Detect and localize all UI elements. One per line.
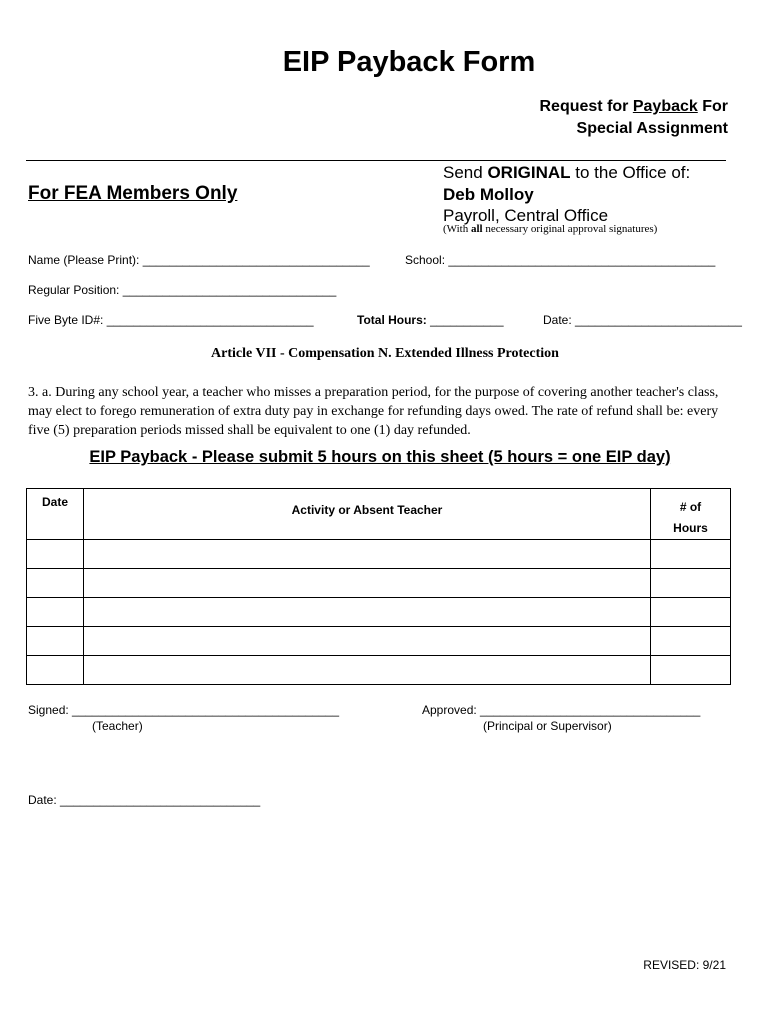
divider-line [26,160,726,161]
hours-cell[interactable] [651,569,731,598]
activity-cell[interactable] [84,540,651,569]
regular-position-field[interactable]: Regular Position: ________________________________ [28,283,337,297]
table-row [27,627,731,656]
header-date [27,489,84,540]
send-recipient-name: Deb Molloy [443,185,534,204]
request-line-2: Special Assignment [576,120,728,137]
header-hours [651,489,731,540]
header-hours-label: # of Hours [673,500,708,535]
send-suffix: to the Office of: [570,163,691,182]
date-cell[interactable] [27,656,84,685]
header-date-label: Date [41,495,68,509]
table-heading: EIP Payback - Please submit 5 hours on this sheet (5 hours = one EIP day) [89,448,671,466]
name-field[interactable]: Name (Please Print): __________________________________ [28,253,370,267]
table-row [27,569,731,598]
hours-cell[interactable] [651,598,731,627]
date-field-bottom[interactable]: Date: ______________________________ [28,793,261,807]
activity-cell[interactable] [84,598,651,627]
date-cell[interactable] [27,627,84,656]
date-field-top[interactable]: Date: _________________________ [543,313,742,327]
send-original: ORIGINAL [487,163,571,182]
send-office: Payroll, Central Office [443,206,609,225]
header-activity-label: Activity or Absent Teacher [291,503,443,517]
principal-caption: (Principal or Supervisor) [483,719,612,733]
total-hours-label: Total Hours: [357,313,427,327]
five-byte-id-field[interactable]: Five Byte ID#: _______________________________ [28,313,314,327]
hours-cell[interactable] [651,656,731,685]
request-payback: Payback [632,98,698,115]
send-prefix: Send [443,163,488,182]
activity-cell[interactable] [84,656,651,685]
hours-cell[interactable] [651,627,731,656]
note-suffix: necessary original approval signatures) [482,223,658,235]
table-row [27,656,731,685]
send-original-line [443,163,690,183]
form-title: EIP Payback Form [282,46,536,78]
header-activity [84,489,651,540]
school-field[interactable]: School: ________________________________________ [405,253,716,267]
request-suffix: For [697,98,728,115]
approved-field[interactable]: Approved: _________________________________ [422,703,701,717]
members-only-label: For FEA Members Only [28,183,238,204]
note-prefix: (With [443,223,471,235]
date-cell[interactable] [27,598,84,627]
article-paragraph: 3. a. During any school year, a teacher who misses a preparation period, for the purpose of covering another teacher's class, may elect to forego remuneration of extra duty pay in exchange for refunding days owed. The rate of refund shall be: every five (5) preparation periods missed shall be equivalent to one (1) day refunded. [28,385,719,438]
total-hours-line: ___________ [426,313,504,327]
table-row [27,540,731,569]
hours-cell[interactable] [651,540,731,569]
table-row [27,598,731,627]
signed-field[interactable]: Signed: ________________________________________ [28,703,339,717]
date-cell[interactable] [27,540,84,569]
teacher-caption: (Teacher) [92,719,143,733]
table-header-row [27,489,731,540]
date-cell[interactable] [27,569,84,598]
request-line-1 [540,98,729,116]
activity-cell[interactable] [84,627,651,656]
article-heading: Article VII - Compensation N. Extended Illness Protection [211,346,559,361]
approval-note [443,223,657,235]
revised-label: REVISED: 9/21 [643,958,726,972]
payback-table [26,488,731,685]
request-prefix: Request for [539,98,633,115]
note-all: all [470,223,483,235]
activity-cell[interactable] [84,569,651,598]
total-hours-field[interactable] [357,313,504,327]
